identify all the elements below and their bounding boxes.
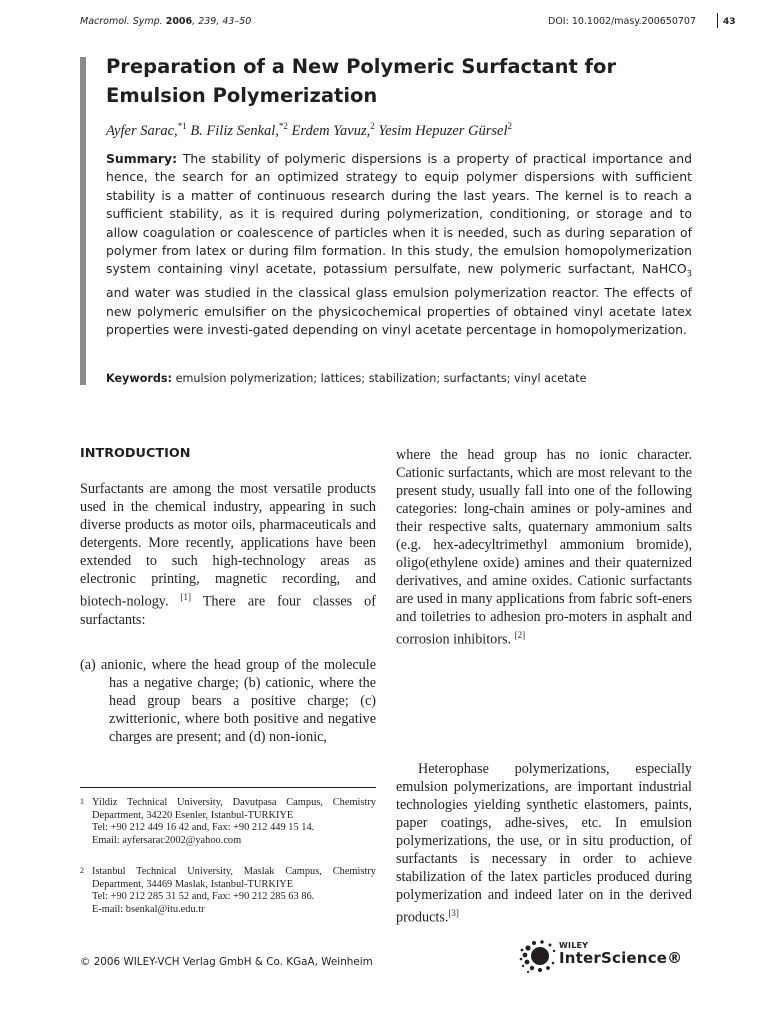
- author-1: Ayfer Sarac,: [106, 122, 178, 139]
- globe-dots-icon: [519, 938, 559, 974]
- intro-paragraph: Surfactants are among the most versatile products used in the chemical industry, appearing in such diverse products as motor oils, pharmaceuticals and detergents. More recently, applications have been extended to such high-technology areas as electronic printing, magnetic recording, and biotech-nology. [1] There are four classes of surfactants:: [80, 481, 376, 628]
- footnote-contact: Tel: +90 212 449 16 42 and, Fax: +90 212 449 15 14.: [92, 822, 315, 834]
- keywords: Keywords: emulsion polymerization; lattices; stabilization; surfactants; vinyl acetate: [106, 372, 587, 385]
- footnote-1: [80, 797, 376, 847]
- author-3: Erdem Yavuz,: [291, 122, 371, 139]
- keywords-label: Keywords:: [106, 372, 173, 385]
- author-list: [106, 116, 666, 141]
- footnote-divider: [80, 787, 376, 788]
- running-head: [80, 16, 738, 32]
- author-4: Yesim Hepuzer Gürsel: [378, 122, 508, 139]
- journal-citation: Macromol. Symp. 2006, 239, 43–50: [80, 16, 252, 27]
- cationic-surfactants-paragraph: where the head group has no ionic character. Cationic surfactants, which are most relevant to the present study, usually fall into one of the following categories: long-chain amines or poly-amines and their respective salts, quaternary ammonium salts (e.g. hex-adecyltrimethyl ammonium bromide), oligo(ethylene oxide) amines and their quaternized derivatives, and amine oxides. Cationic surfactants are used in many applications from fabric soft-eners and toiletries to adhesion pro-moters in asphalt and corrosion inhibitors. [2]: [396, 447, 692, 648]
- wiley-interscience-logo[interactable]: [519, 938, 695, 974]
- abstract-side-bar: [80, 57, 86, 385]
- footnote-contact: Tel: +90 212 285 31 52 and, Fax: +90 212 285 63 86.: [92, 891, 315, 903]
- heterophase-paragraph: Heterophase polymerizations, especially emulsion polymerizations, are important industrial technologies yielding synthetic elastomers, paints, paper coatings, adhe-sives, etc. In emulsion polymerizations, the use, or in situ production, of surfactants is necessary in order to achieve stabilization of the latex particles produced during polymerization and indeed later on in the derived products.[3]: [396, 761, 692, 926]
- surfactant-classes-list: (a) anionic, where the head group of the molecule has a negative charge; (b) cationic, where the head group bears a positive charge; (c) zwitterionic, where both positive and negative charges are present; and (d) non-ionic,: [80, 657, 376, 745]
- reference-3[interactable]: [3]: [448, 908, 459, 918]
- interscience-wordmark: InterScience®: [559, 949, 683, 967]
- page-number-rule: [717, 13, 718, 28]
- footnote-affiliation: Yildiz Technical University, Davutpasa Campus, Chemistry Department, 34220 Esenler, Istanbul-TURKIYE: [92, 797, 376, 821]
- article-title: Preparation of a New Polymeric Surfactant for Emulsion Polymerization: [106, 55, 617, 107]
- section-heading-introduction: INTRODUCTION: [80, 446, 191, 461]
- summary-label: Summary:: [106, 151, 178, 166]
- footnote-mark: 2: [80, 866, 84, 875]
- footnote-mark: 1: [80, 797, 84, 806]
- reference-1[interactable]: [1]: [180, 592, 192, 602]
- page-number: 43: [723, 17, 736, 27]
- author-1-affiliation: *1: [177, 121, 187, 131]
- footnote-email[interactable]: E-mail: bsenkal@itu.edu.tr: [92, 903, 205, 915]
- author-2-affiliation: *2: [278, 121, 288, 131]
- author-4-affiliation: 2: [507, 121, 513, 131]
- author-2: B. Filiz Senkal,: [190, 122, 279, 139]
- copyright-notice: © 2006 WILEY-VCH Verlag GmbH & Co. KGaA, Weinheim: [80, 956, 373, 968]
- footnote-affiliation: Istanbul Technical University, Maslak Campus, Chemistry Department, 34469 Maslak, Istanbul-TURKIYE: [92, 866, 376, 890]
- wiley-wordmark: WILEY: [559, 941, 589, 950]
- author-3-affiliation: 2: [370, 121, 375, 131]
- footnote-email[interactable]: Email: ayfersarac2002@yahoo.com: [92, 834, 242, 846]
- footnote-2: [80, 866, 376, 916]
- reference-2[interactable]: [2]: [514, 630, 526, 640]
- abstract-summary: Summary: The stability of polymeric dispersions is a property of practical importance and hence, the search for an optimized strategy to equip polymer dispersions with sufficient stability is a matter of continuous research during the last years. The kernel is to reach a sufficient stability, as it is required during polymerization, conditioning, or storage and to allow coagulation or coalescence of particles when it is needed, such as during separation of polymer from latex or during film formation. In this study, the emulsion homopolymerization system containing vinyl acetate, potassium persulfate, new polymeric surfactant, NaHCO$_3$ and water was studied in the classical glass emulsion polymerization reactor. The effects of new polymeric emulsifier on the physicochemical properties of obtained vinyl acetate latex properties were investi-gated depending on vinyl acetate percentage in homopolymerization.: [106, 151, 692, 338]
- doi[interactable]: DOI: 10.1002/masy.200650707: [548, 16, 697, 27]
